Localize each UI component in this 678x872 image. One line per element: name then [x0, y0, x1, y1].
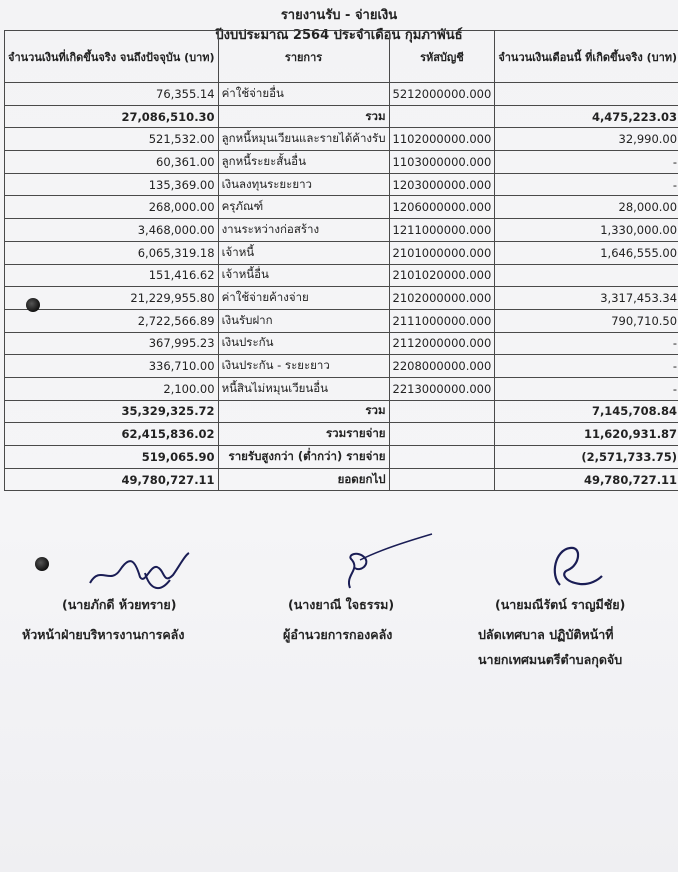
signer-title-3b: นายกเทศมนตรีตำบลกุดจับ: [478, 652, 623, 667]
table-row: [5, 309, 678, 332]
cell-actual-to-date: 2,722,566.89: [5, 309, 219, 332]
cell-item: เงินรับฝาก: [218, 309, 389, 332]
cell-actual-to-date: 367,995.23: [5, 332, 219, 355]
cell-actual-month: -: [495, 377, 678, 400]
document-title: รายงานรับ - จ่ายเงิน: [280, 8, 398, 23]
cell-actual-to-date: 21,229,955.80: [5, 287, 219, 310]
table-row: [5, 219, 678, 242]
cell-item: ครุภัณฑ์: [218, 196, 389, 219]
cell-account-code: 2208000000.000: [389, 355, 495, 378]
signer-name-2: (นางยาณี ใจธรรม): [288, 597, 395, 612]
col-account-code: รหัสบัญชี: [389, 31, 495, 83]
col-item: รายการ: [218, 31, 389, 83]
punch-hole: [26, 298, 40, 312]
cell-actual-month: 1,646,555.00: [495, 241, 678, 264]
cell-actual-to-date: 519,065.90: [5, 446, 219, 469]
signer-name-3: (นายมณีรัตน์ ราญมีชัย): [495, 597, 626, 612]
cell-actual-to-date: 521,532.00: [5, 128, 219, 151]
cell-item: รวมรายจ่าย: [218, 423, 389, 446]
cell-account-code: [389, 468, 495, 491]
cell-item: เงินประกัน: [218, 332, 389, 355]
cell-item: รายรับสูงกว่า (ต่ำกว่า) รายจ่าย: [218, 446, 389, 469]
table-row: [5, 264, 678, 287]
cell-actual-month: -: [495, 332, 678, 355]
cell-item: ลูกหนี้หมุนเวียนและรายได้ค้างรับ: [218, 128, 389, 151]
col-actual-to-date: จำนวนเงินที่เกิดขึ้นจริง จนถึงปัจจุบัน (บาท): [5, 31, 219, 83]
signature-2: [320, 530, 440, 595]
cell-account-code: 2101000000.000: [389, 241, 495, 264]
signer-title-3: ปลัดเทศบาล ปฏิบัติหน้าที่: [478, 627, 614, 642]
cell-account-code: 2112000000.000: [389, 332, 495, 355]
summary-row: [5, 105, 678, 128]
table-header-row: [5, 31, 678, 83]
table-row: [5, 128, 678, 151]
table-row: [5, 287, 678, 310]
cell-actual-month: -: [495, 151, 678, 174]
cell-account-code: [389, 400, 495, 423]
summary-row: [5, 446, 678, 469]
cell-actual-to-date: 135,369.00: [5, 173, 219, 196]
cell-actual-month: -: [495, 355, 678, 378]
cell-actual-month: 4,475,223.03: [495, 105, 678, 128]
cell-actual-month: (2,571,733.75): [495, 446, 678, 469]
report-table: [4, 30, 678, 491]
cell-actual-month: 28,000.00: [495, 196, 678, 219]
summary-row: [5, 400, 678, 423]
cell-item: ค่าใช้จ่ายอื่น: [218, 83, 389, 106]
cell-item: เจ้าหนี้: [218, 241, 389, 264]
cell-account-code: 1102000000.000: [389, 128, 495, 151]
cell-actual-month: 32,990.00: [495, 128, 678, 151]
cell-actual-to-date: 27,086,510.30: [5, 105, 219, 128]
cell-actual-month: 790,710.50: [495, 309, 678, 332]
cell-account-code: 2102000000.000: [389, 287, 495, 310]
signer-title-1: หัวหน้าฝ่ายบริหารงานการคลัง: [22, 627, 185, 642]
cell-actual-month: -: [495, 173, 678, 196]
cell-item: เงินลงทุนระยะยาว: [218, 173, 389, 196]
cell-item: หนี้สินไม่หมุนเวียนอื่น: [218, 377, 389, 400]
cell-item: งานระหว่างก่อสร้าง: [218, 219, 389, 242]
cell-account-code: 2213000000.000: [389, 377, 495, 400]
cell-actual-to-date: 76,355.14: [5, 83, 219, 106]
cell-account-code: 1103000000.000: [389, 151, 495, 174]
table-row: [5, 151, 678, 174]
table-row: [5, 83, 678, 106]
cell-actual-to-date: 6,065,319.18: [5, 241, 219, 264]
cell-item: ค่าใช้จ่ายค้างจ่าย: [218, 287, 389, 310]
cell-actual-to-date: 2,100.00: [5, 377, 219, 400]
cell-actual-to-date: 268,000.00: [5, 196, 219, 219]
cell-actual-month: 11,620,931.87: [495, 423, 678, 446]
cell-item: รวม: [218, 105, 389, 128]
cell-actual-to-date: 3,468,000.00: [5, 219, 219, 242]
document-subtitle: ปีงบประมาณ 2564 ประจำเดือน กุมภาพันธ์: [215, 28, 463, 43]
cell-item: เจ้าหนี้อื่น: [218, 264, 389, 287]
summary-row: [5, 423, 678, 446]
cell-actual-to-date: 35,329,325.72: [5, 400, 219, 423]
cell-actual-to-date: 62,415,836.02: [5, 423, 219, 446]
cell-actual-month: 3,317,453.34: [495, 287, 678, 310]
table-row: [5, 332, 678, 355]
cell-item: รวม: [218, 400, 389, 423]
cell-account-code: [389, 105, 495, 128]
signature-3: [540, 540, 610, 595]
cell-actual-month: 7,145,708.84: [495, 400, 678, 423]
cell-item: เงินประกัน - ระยะยาว: [218, 355, 389, 378]
table-row: [5, 196, 678, 219]
cell-account-code: 2111000000.000: [389, 309, 495, 332]
cell-account-code: 5212000000.000: [389, 83, 495, 106]
table-body: [5, 83, 678, 491]
cell-actual-to-date: 49,780,727.11: [5, 468, 219, 491]
signer-name-1: (นายภักดี ห้วยทราย): [62, 597, 177, 612]
cell-actual-to-date: 60,361.00: [5, 151, 219, 174]
punch-hole: [35, 557, 49, 571]
table-row: [5, 377, 678, 400]
cell-actual-to-date: 336,710.00: [5, 355, 219, 378]
cell-account-code: [389, 423, 495, 446]
cell-account-code: 2101020000.000: [389, 264, 495, 287]
cell-account-code: [389, 446, 495, 469]
cell-actual-month: [495, 264, 678, 287]
cell-actual-month: 49,780,727.11: [495, 468, 678, 491]
table-row: [5, 241, 678, 264]
signer-title-2: ผู้อำนวยการกองคลัง: [283, 627, 393, 642]
table-row: [5, 173, 678, 196]
summary-row: [5, 468, 678, 491]
cell-item: ยอดยกไป: [218, 468, 389, 491]
signature-1: [85, 545, 195, 595]
cell-account-code: 1203000000.000: [389, 173, 495, 196]
cell-account-code: 1211000000.000: [389, 219, 495, 242]
cell-actual-month: [495, 83, 678, 106]
table-row: [5, 355, 678, 378]
col-actual-month: จำนวนเงินเดือนนี้ ที่เกิดขึ้นจริง (บาท): [495, 31, 678, 83]
cell-actual-month: 1,330,000.00: [495, 219, 678, 242]
cell-account-code: 1206000000.000: [389, 196, 495, 219]
cell-item: ลูกหนี้ระยะสั้นอื่น: [218, 151, 389, 174]
cell-actual-to-date: 151,416.62: [5, 264, 219, 287]
